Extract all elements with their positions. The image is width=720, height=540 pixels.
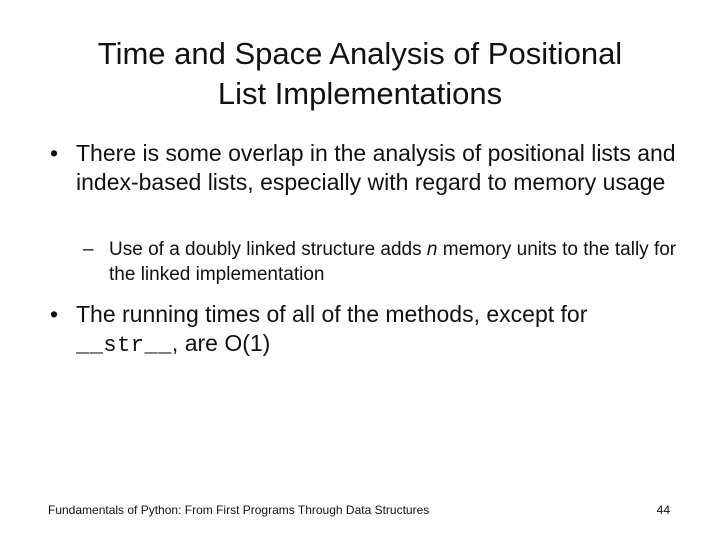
sub-bullet-text-before: Use of a doubly linked structure adds [109, 239, 427, 260]
slide-title-line-1: Time and Space Analysis of Positional [97, 36, 623, 71]
slide-title-line-2: List Implementations [217, 76, 503, 112]
bullet-text-2 [76, 300, 696, 360]
sub-bullet-text-after: memory units to the tally for the linked implementation [109, 239, 677, 285]
sub-bullet-marker: – [83, 239, 94, 260]
method-name-code: __str__ [76, 333, 172, 358]
sub-bullet-italic-n: n [426, 239, 438, 260]
page-number: 44 [656, 503, 670, 517]
bullet-marker-2: • [50, 301, 59, 327]
bullet-marker-1: • [50, 140, 59, 166]
footer-source: Fundamentals of Python: From First Programs Through Data Structures [48, 503, 430, 517]
slide-title [20, 34, 700, 115]
bullet-text-2-before: The running times of all of the methods, except for [76, 301, 588, 327]
bullet-text-1: There is some overlap in the analysis of positional lists and index-based lists, especially with regard to memory usage [76, 140, 676, 195]
bullet-text-2-after: , are O(1) [171, 330, 271, 356]
sub-bullet-text [109, 237, 699, 287]
